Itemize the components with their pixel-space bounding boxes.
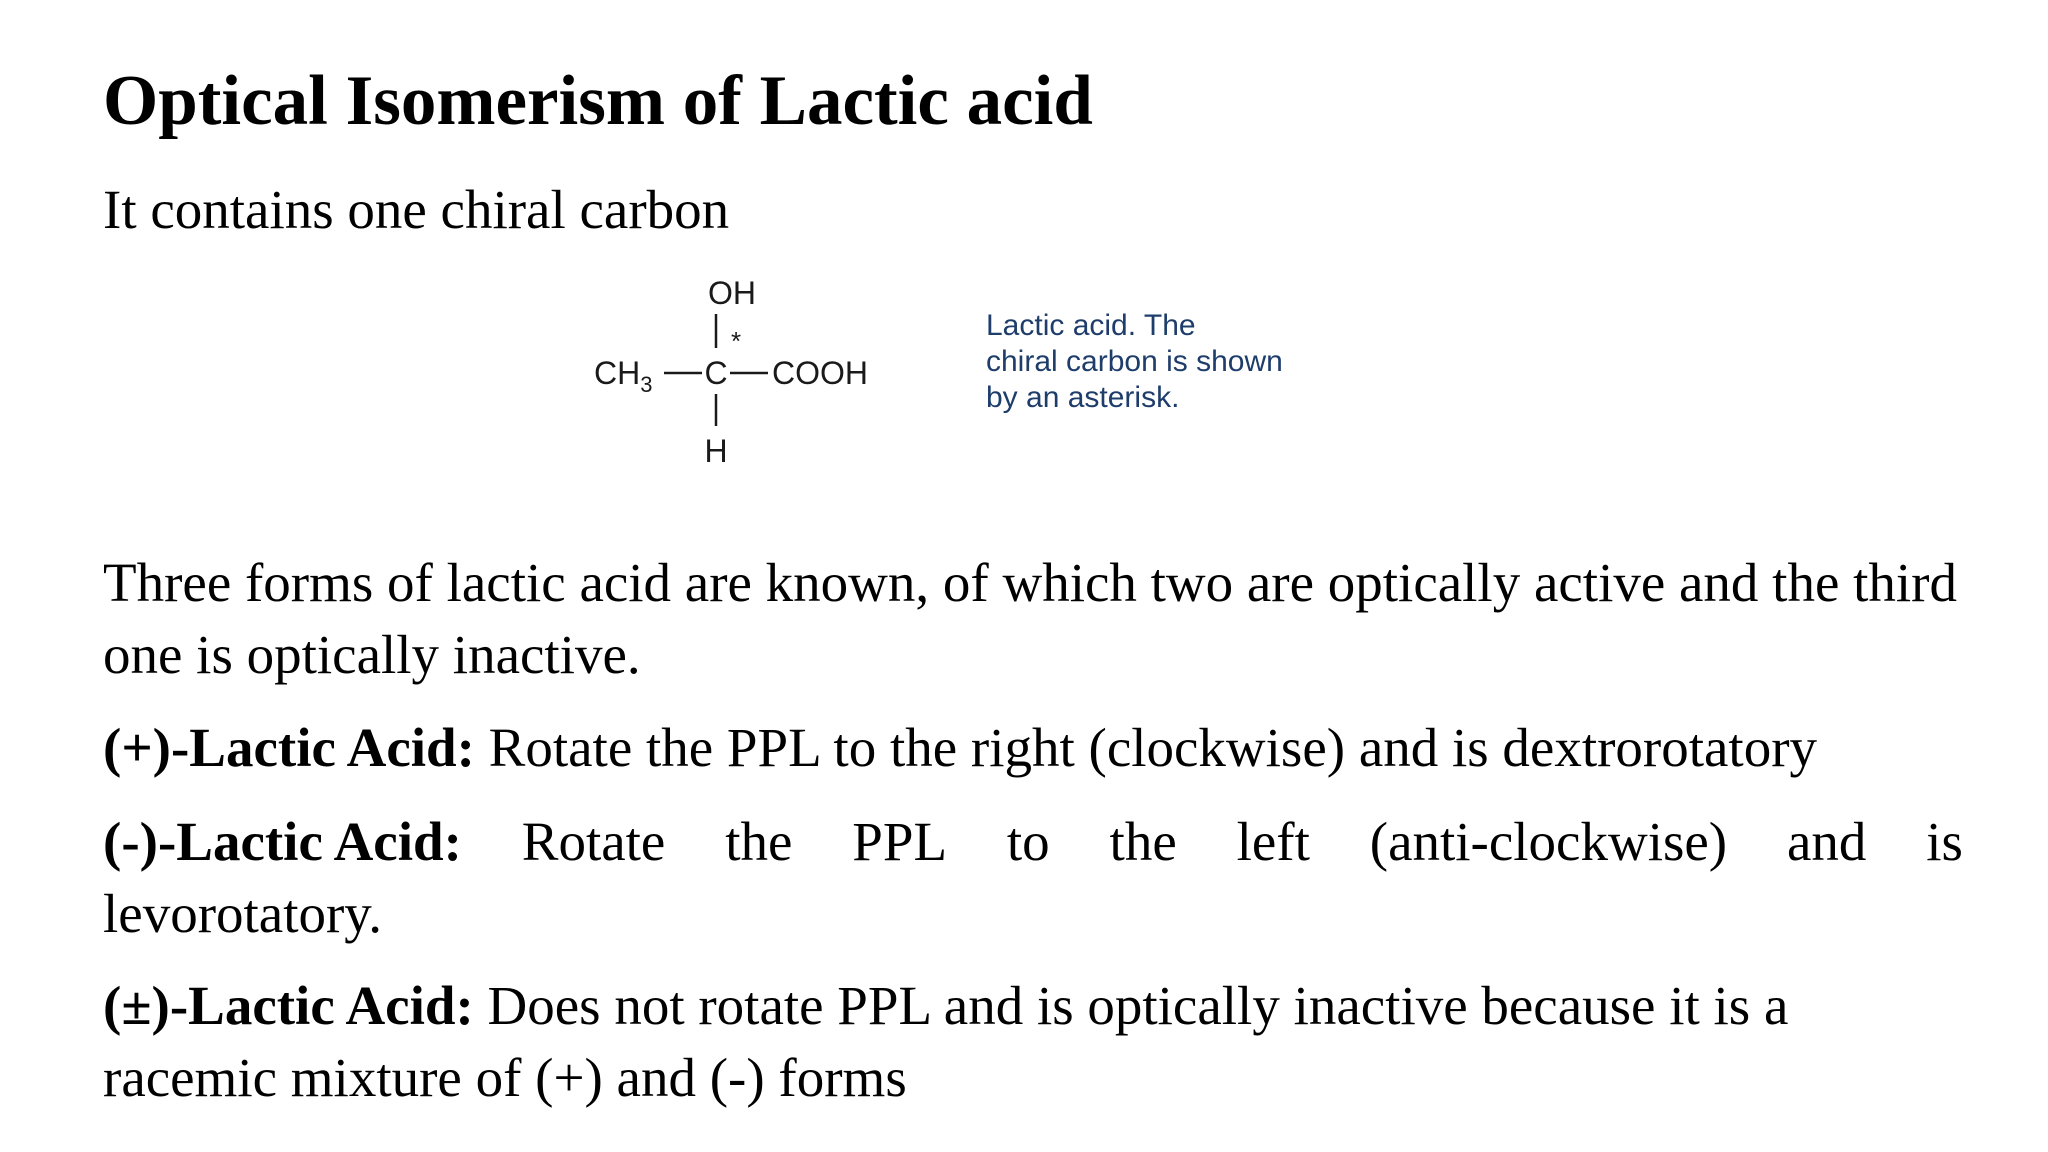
- structure-right-group: COOH: [772, 355, 868, 391]
- levo-form-word: left: [1236, 811, 1310, 872]
- levo-form-word: and: [1786, 811, 1867, 872]
- dextro-form-paragraph: [103, 712, 1963, 784]
- levo-form-term: (-)-Lactic Acid:: [103, 811, 462, 872]
- structure-center-atom: C: [704, 355, 728, 391]
- levo-form-word: to: [1006, 811, 1050, 872]
- levo-form-word: the: [1109, 811, 1177, 872]
- lactic-acid-structure: [560, 262, 980, 482]
- levo-form-paragraph: [103, 806, 1963, 950]
- caption-line: Lactic acid. The: [986, 309, 1196, 342]
- slide-title: Optical Isomerism of Lactic acid: [103, 62, 1093, 140]
- levo-form-line: [103, 806, 1963, 878]
- structure-top-group: OH: [708, 275, 756, 311]
- caption-line: chiral carbon is shown: [986, 345, 1283, 378]
- caption-line: by an asterisk.: [986, 381, 1180, 414]
- levo-form-word: PPL: [852, 811, 948, 872]
- racemic-form-term: (±)-Lactic Acid:: [103, 975, 474, 1036]
- structure-left-group: $CH_3$: [594, 355, 653, 397]
- dextro-form-term: (+)-Lactic Acid:: [103, 717, 475, 778]
- racemic-form-paragraph: [103, 970, 1963, 1114]
- structure-chiral-mark: *: [730, 326, 742, 356]
- levo-form-word: is: [1926, 811, 1963, 872]
- levo-form-continuation: levorotatory.: [103, 883, 382, 944]
- dextro-form-description: Rotate the PPL to the right (clockwise) and is dextrorotatory: [488, 717, 1818, 778]
- structure-bottom-group: H: [704, 433, 728, 469]
- lactic-acid-figure: [560, 262, 1320, 482]
- figure-caption: [986, 308, 1326, 416]
- levo-form-word: Rotate: [521, 811, 666, 872]
- levo-form-word: (anti-clockwise): [1369, 811, 1728, 872]
- intro-paragraph: Three forms of lactic acid are known, of which two are optically active and the third one is optically inactive.: [103, 552, 1957, 685]
- slide-subtitle: It contains one chiral carbon: [103, 179, 730, 240]
- racemic-form-description: Does not rotate PPL and is optically inactive because it is a racemic mixture of (+) and (-) forms: [103, 975, 1789, 1108]
- levo-form-word: the: [725, 811, 793, 872]
